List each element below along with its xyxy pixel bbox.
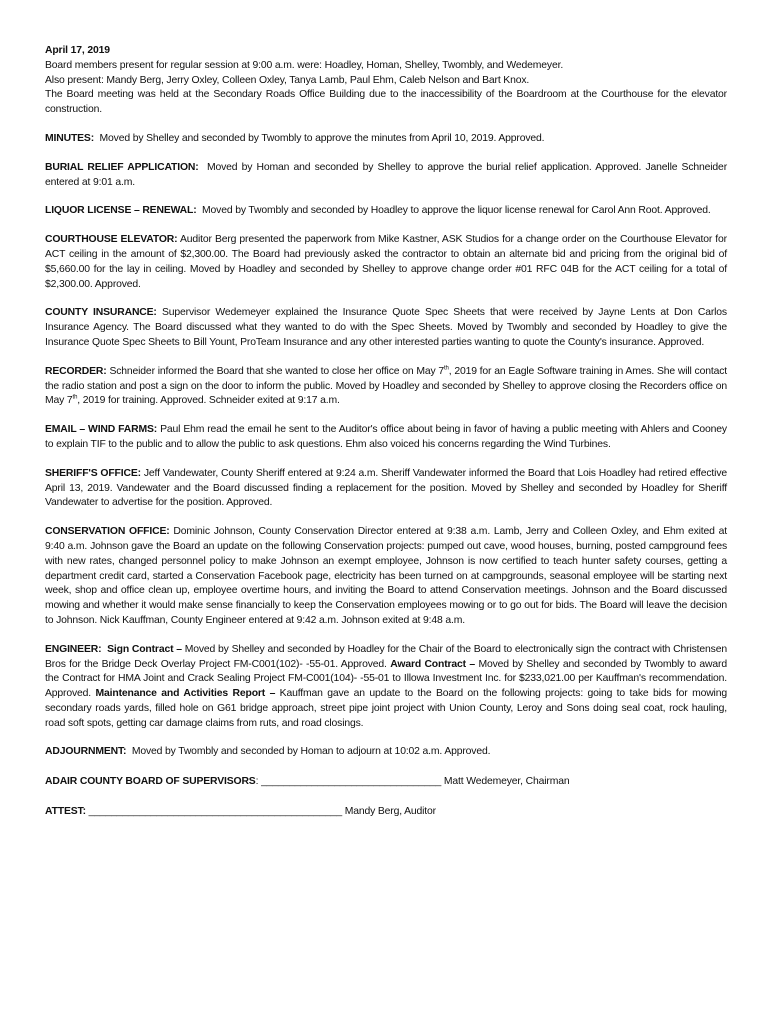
minutes-text: Moved by Shelley and seconded by Twombly to approve the minutes from April 10, 2019. Approved. (99, 132, 545, 144)
attest-name: _____________________________________________ Mandy Berg, Auditor (88, 806, 436, 818)
sheriff-heading: SHERIFF'S OFFICE: (45, 467, 141, 479)
recorder-text-2: , 2019 for an Eagle Software training in Ames. She will contact the radio station and post a sign on the door to inform the public. Moved by Hoadley and seconded by Shelley to approve closing the Recorders office on May 7 (45, 365, 728, 407)
meeting-date: April 17, 2019 (45, 45, 110, 56)
county-insurance-heading: COUNTY INSURANCE: (45, 307, 157, 319)
maintenance-report-subheading: Maintenance and Activities Report – (95, 688, 276, 700)
meeting-location: The Board meeting was held at the Secondary Roads Office Building due to the inaccessibility of the Boardroom at the Courthouse for the elevator construction. (45, 89, 727, 116)
courthouse-elevator-text: Auditor Berg presented the paperwork from Mike Kastner, ASK Studios for a change order on the Courthouse Elevator for ACT ceiling in the amount of $2,300.00. The Board had previously asked the contractor to obtain an alternate bid and pricing from the original bid of $5,660.00 for the lay in ceiling. Moved by Hoadley and seconded by Shelley to approve change order #01 RFC 04B for the ACT ceiling for a total of $2,300.00. Approved. (45, 234, 727, 290)
board-signature-name: : ________________________________ Matt Wedemeyer, Chairman (255, 776, 570, 788)
county-insurance-text: Supervisor Wedemeyer explained the Insurance Quote Spec Sheets that were received by Jayne Lents at Don Carlos Insurance Agency. The Board discussed what they wanted to do with the Spec Sheets. Moved by Twombly and seconded by Hoadley to give the Insurance Quote Spec Sheets to Bill Yount, ProTeam Insurance and any other interested parties wanting to quote the County's insurance. Approved. (45, 307, 727, 348)
ordinal-suffix: th (444, 365, 449, 372)
wind-farms-heading: EMAIL – WIND FARMS: (45, 424, 158, 436)
board-signature-label: ADAIR COUNTY BOARD OF SUPERVISORS (45, 776, 256, 788)
liquor-license-text: Moved by Twombly and seconded by Hoadley to approve the liquor license renewal for Carol Ann Root. Approved. (202, 205, 711, 217)
award-contract-text: Moved by Shelley and seconded by Twombly to award the Contract for HMA Joint and Crack Sealing Project FM-C001(104)- -55-01 to Illowa Investment Inc. for $233,021.00 per Kauffman's recommendation. Approved. (45, 658, 727, 700)
adjournment-heading: ADJOURNMENT: (45, 746, 127, 758)
also-present: Also present: Mandy Berg, Jerry Oxley, Colleen Oxley, Tanya Lamb, Paul Ehm, Caleb Nelson and Bart Knox. (45, 74, 530, 86)
recorder-section (45, 365, 727, 409)
attendance-paragraph (45, 59, 727, 118)
liquor-license-section (45, 204, 727, 219)
wind-farms-section (45, 423, 727, 453)
adjournment-section (45, 745, 727, 760)
recorder-heading: RECORDER: (45, 365, 107, 377)
sign-contract-text: Moved by Shelley and seconded by Hoadley for the Chair of the Board to electronically sign the contract with Christensen Bros for the Bridge Deck Overlay Project FM-C001(102)- -55-01. Approved. (45, 643, 727, 670)
minutes-section (45, 132, 727, 147)
conservation-text: Dominic Johnson, County Conservation Director entered at 9:38 a.m. Lamb, Jerry and Colleen Oxley, and Ehm exited at 9:40 a.m. Johnson gave the Board an update on the following Conservation projects: pumped out cave, wood houses, burning, posted campground fees with new rates, changed personnel policy to make Johnson an exempt employee, Johnson is now certified to teach hunter safety courses, getting a department credit card, started a Conservation Facebook page, electricity has been turned on at campgrounds, seasonal employee will be starting next week, shop and office clean up, employee overtime hours, and inviting the Board to attend Conservation meetings. Johnson and the Board discussed mowing and whether it would make sense financially to keep the Conservation employees mowing or to go out for bids. The Board will leave the decision to Johnson. Nick Kauffman, County Engineer entered at 9:42 a.m. Johnson exited at 9:48 a.m. (45, 526, 727, 626)
recorder-text-3: , 2019 for training. Approved. Schneider exited at 9:17 a.m. (77, 395, 340, 407)
members-present: Board members present for regular session at 9:00 a.m. were: Hoadley, Homan, Shelley, Twombly, and Wedemeyer. (45, 59, 564, 71)
sheriff-section (45, 467, 727, 511)
ordinal-suffix: th (72, 394, 78, 401)
conservation-heading: CONSERVATION OFFICE: (45, 526, 170, 538)
attest-label: ATTEST: (45, 806, 86, 818)
maintenance-report-text: Kauffman gave an update to the Board on the following projects: going to take bids for mowing secondary roads yards, filled hole on G61 bridge approach, street pipe joint project with Union County, Leroy and Sons doing seal coat, rock hauling, road soft spots, getting car damage claims from ruts, and road closings. (45, 688, 727, 729)
liquor-license-heading: LIQUOR LICENSE – RENEWAL: (45, 205, 197, 217)
burial-relief-section (45, 161, 727, 191)
adjournment-text: Moved by Twombly and seconded by Homan to adjourn at 10:02 a.m. Approved. (131, 746, 491, 758)
award-contract-subheading: Award Contract – (390, 658, 476, 670)
engineer-section (45, 643, 727, 732)
courthouse-elevator-heading: COURTHOUSE ELEVATOR: (45, 234, 178, 246)
conservation-section (45, 525, 727, 629)
courthouse-elevator-section (45, 233, 727, 292)
engineer-heading: ENGINEER: (45, 643, 102, 655)
sign-contract-subheading: Sign Contract – (107, 643, 182, 655)
burial-relief-text: Moved by Homan and seconded by Shelley to approve the burial relief application. Approved. Janelle Schneider entered at 9:01 a.m. (45, 161, 728, 188)
wind-farms-text: Paul Ehm read the email he sent to the Auditor's office about being in favor of having a public meeting with Ahlers and Cooney to explain TIF to the public and to allow the public to ask questions. Ehm also voiced his concerns regarding the Wind Turbines. (45, 424, 727, 450)
burial-relief-heading: BURIAL RELIEF APPLICATION: (45, 161, 199, 173)
minutes-document (45, 44, 727, 820)
attest-signature-line (45, 805, 727, 820)
recorder-text-1: Schneider informed the Board that she wanted to close her office on May 7 (109, 365, 445, 377)
sheriff-text: Jeff Vandewater, County Sheriff entered at 9:24 a.m. Sheriff Vandewater informed the Board that Lois Hoadley had retired effective April 13, 2019. Vandewater and the Board discussed finding a replacement for the position. Moved by Shelley and seconded by Hoadley for Sheriff Vandewater to advertise for the position. Approved. (45, 467, 727, 509)
board-signature-line (45, 775, 727, 790)
minutes-heading: MINUTES: (45, 132, 95, 144)
county-insurance-section (45, 306, 727, 350)
